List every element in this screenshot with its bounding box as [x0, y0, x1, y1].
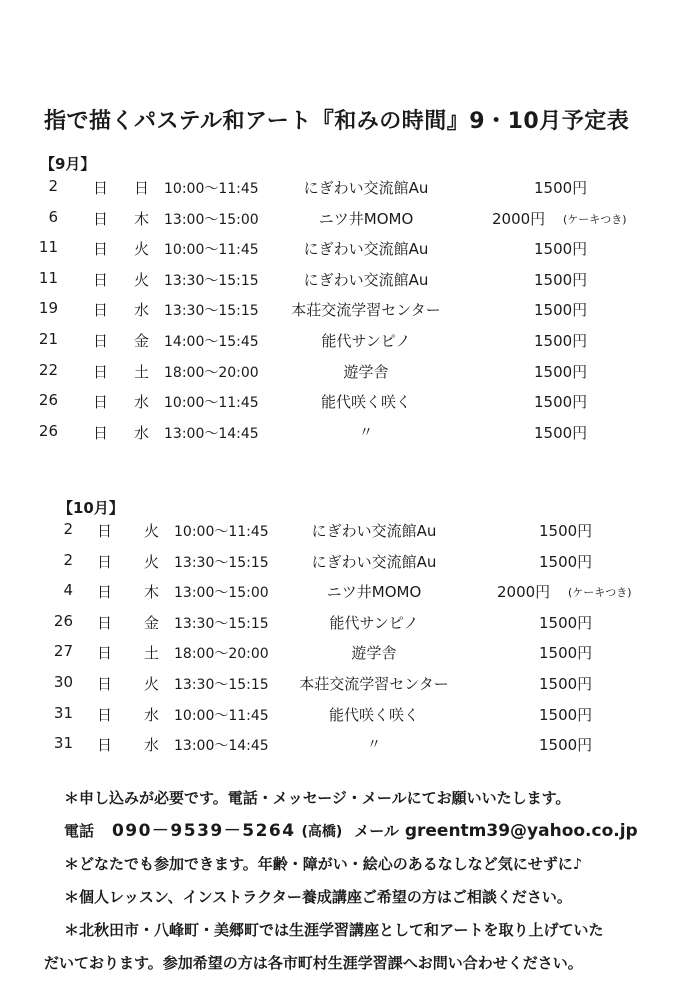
weekday: 木 [144, 583, 160, 602]
price-note: (ケーキつき) [568, 586, 632, 600]
price: 1500円 [539, 736, 593, 755]
price: 1500円 [534, 270, 588, 289]
weekday: 水 [134, 393, 150, 412]
weekday: 土 [144, 644, 160, 663]
schedule-row [0, 418, 700, 449]
september-heading: 【9月】 [40, 155, 96, 173]
weekday: 水 [144, 736, 160, 755]
venue: にぎわい交流館Au [311, 552, 437, 571]
day-number: 2 [63, 520, 73, 538]
day-number: 26 [38, 421, 58, 440]
day-suffix: 日 [97, 552, 113, 571]
weekday: 火 [144, 552, 160, 571]
venue: 能代サンピノ [329, 613, 419, 632]
day-number: 31 [53, 734, 73, 753]
price: 1500円 [534, 331, 588, 350]
venue: にぎわい交流館Au [303, 179, 429, 197]
schedule-row [0, 638, 700, 669]
notes-block [44, 782, 694, 980]
day-suffix: 日 [97, 705, 113, 724]
price: 1500円 [539, 644, 593, 663]
day-number: 26 [53, 611, 73, 630]
weekday: 火 [144, 674, 160, 693]
september-schedule [0, 173, 700, 448]
day-number: 27 [53, 642, 73, 661]
venue: にぎわい交流館Au [311, 522, 437, 540]
weekday: 木 [134, 209, 150, 228]
weekday: 金 [144, 613, 160, 632]
day-number: 30 [53, 672, 73, 691]
day-suffix: 日 [97, 736, 113, 755]
price: 2000円 [497, 583, 551, 602]
weekday: 火 [134, 240, 150, 259]
price: 1500円 [539, 705, 593, 724]
contact-person: (高橋) [301, 824, 343, 840]
day-number: 19 [38, 299, 58, 318]
note-private-lesson: ＊個人レッスン、インストラクター養成講座ご希望の方はご相談ください。 [64, 888, 572, 906]
time-range: 13:00～15:00 [174, 585, 269, 602]
time-range: 10:00～11:45 [164, 181, 259, 197]
price: 1500円 [539, 613, 593, 632]
schedule-row [0, 387, 700, 418]
day-suffix: 日 [93, 393, 109, 412]
email-address[interactable]: greentm39@yahoo.co.jp [404, 821, 638, 841]
note-lifelong-learning-1: ＊北秋田市・八峰町・美郷町では生涯学習講座として和アートを取り上げていた [64, 921, 604, 939]
time-range: 18:00～20:00 [164, 364, 259, 381]
weekday: 日 [134, 179, 150, 197]
venue: 能代サンピノ [321, 331, 411, 350]
venue: ニツ井MOMO [326, 583, 422, 602]
price: 1500円 [534, 362, 588, 381]
time-range: 10:00～11:45 [164, 395, 259, 412]
time-range: 13:00～14:45 [164, 425, 259, 442]
time-range: 13:30～15:15 [174, 676, 269, 693]
venue: 〃 [359, 424, 373, 441]
day-number: 26 [38, 391, 58, 410]
time-range: 13:00～15:00 [164, 211, 259, 228]
time-range: 18:00～20:00 [174, 646, 269, 663]
day-suffix: 日 [93, 270, 109, 289]
mail-label: メール [354, 822, 399, 840]
day-suffix: 日 [97, 583, 113, 602]
price: 1500円 [534, 423, 588, 442]
schedule-row [0, 608, 700, 639]
venue: 本荘交流学習センター [291, 301, 441, 320]
contact-line [64, 815, 694, 848]
day-suffix: 日 [93, 179, 109, 197]
schedule-row [0, 204, 700, 235]
price: 1500円 [539, 522, 593, 540]
price: 1500円 [534, 179, 588, 197]
time-range: 13:30～15:15 [164, 303, 259, 320]
weekday: 火 [134, 270, 150, 289]
day-number: 4 [63, 581, 73, 600]
venue: 能代咲く咲く [320, 393, 411, 412]
time-range: 10:00～11:45 [174, 707, 269, 724]
weekday: 水 [144, 705, 160, 724]
day-number: 6 [48, 207, 58, 226]
venue: 〃 [367, 737, 381, 754]
price: 1500円 [539, 674, 593, 693]
price: 1500円 [534, 301, 588, 320]
day-number: 11 [38, 238, 58, 257]
phone-number[interactable]: 090－9539－5264 [111, 821, 296, 841]
october-heading: 【10月】 [58, 499, 124, 517]
day-suffix: 日 [93, 423, 109, 442]
weekday: 水 [134, 423, 150, 442]
schedule-row [0, 295, 700, 326]
time-range: 13:30～15:15 [174, 554, 269, 571]
day-suffix: 日 [97, 674, 113, 693]
venue: 能代咲く咲く [328, 705, 419, 724]
price: 1500円 [539, 552, 593, 571]
venue: 遊学舎 [351, 644, 397, 663]
october-schedule [0, 516, 700, 761]
day-number: 11 [38, 268, 58, 287]
schedule-row [0, 730, 700, 761]
time-range: 14:00～15:45 [164, 333, 259, 350]
price-note: (ケーキつき) [563, 212, 627, 226]
day-suffix: 日 [93, 331, 109, 350]
schedule-row [0, 326, 700, 357]
page-title: 指で描くパステル和アート『和みの時間』9・10月予定表 [44, 109, 630, 134]
time-range: 10:00～11:45 [174, 524, 269, 540]
day-suffix: 日 [93, 240, 109, 259]
time-range: 13:30～15:15 [164, 272, 259, 289]
schedule-row [0, 577, 700, 608]
day-number: 22 [38, 360, 58, 379]
day-number: 31 [53, 703, 73, 722]
time-range: 13:00～14:45 [174, 738, 269, 755]
schedule-row [0, 357, 700, 388]
price: 1500円 [534, 240, 588, 259]
day-suffix: 日 [93, 301, 109, 320]
venue: 本荘交流学習センター [299, 674, 449, 693]
phone-label: 電話 [64, 822, 95, 840]
weekday: 水 [134, 301, 150, 320]
day-suffix: 日 [93, 362, 109, 381]
day-suffix: 日 [97, 522, 113, 540]
weekday: 火 [144, 522, 160, 540]
time-range: 13:30～15:15 [174, 615, 269, 632]
venue: ニツ井MOMO [318, 209, 414, 228]
note-anyone: ＊どなたでも参加できます。年齢・障がい・絵心のあるなしなど気にせずに♪ [64, 855, 583, 873]
note-lifelong-learning-2: だいております。参加希望の方は各市町村生涯学習課へお問い合わせください。 [44, 954, 583, 972]
price: 2000円 [492, 209, 546, 228]
schedule-row [0, 669, 700, 700]
price: 1500円 [534, 393, 588, 412]
day-suffix: 日 [97, 644, 113, 663]
day-suffix: 日 [93, 209, 109, 228]
venue: にぎわい交流館Au [303, 240, 429, 259]
venue: にぎわい交流館Au [303, 270, 429, 289]
schedule-row [0, 234, 700, 265]
schedule-row [0, 265, 700, 296]
day-number: 21 [38, 329, 58, 348]
venue: 遊学舎 [343, 362, 389, 381]
day-number: 2 [48, 177, 58, 195]
note-application: ＊申し込みが必要です。電話・メッセージ・メールにてお願いいたします。 [64, 789, 571, 807]
weekday: 金 [134, 331, 150, 350]
schedule-row [0, 173, 700, 204]
day-number: 2 [63, 550, 73, 569]
schedule-row [0, 700, 700, 731]
day-suffix: 日 [97, 613, 113, 632]
time-range: 10:00～11:45 [164, 242, 259, 259]
weekday: 土 [134, 362, 150, 381]
schedule-row [0, 547, 700, 578]
schedule-row [0, 516, 700, 547]
